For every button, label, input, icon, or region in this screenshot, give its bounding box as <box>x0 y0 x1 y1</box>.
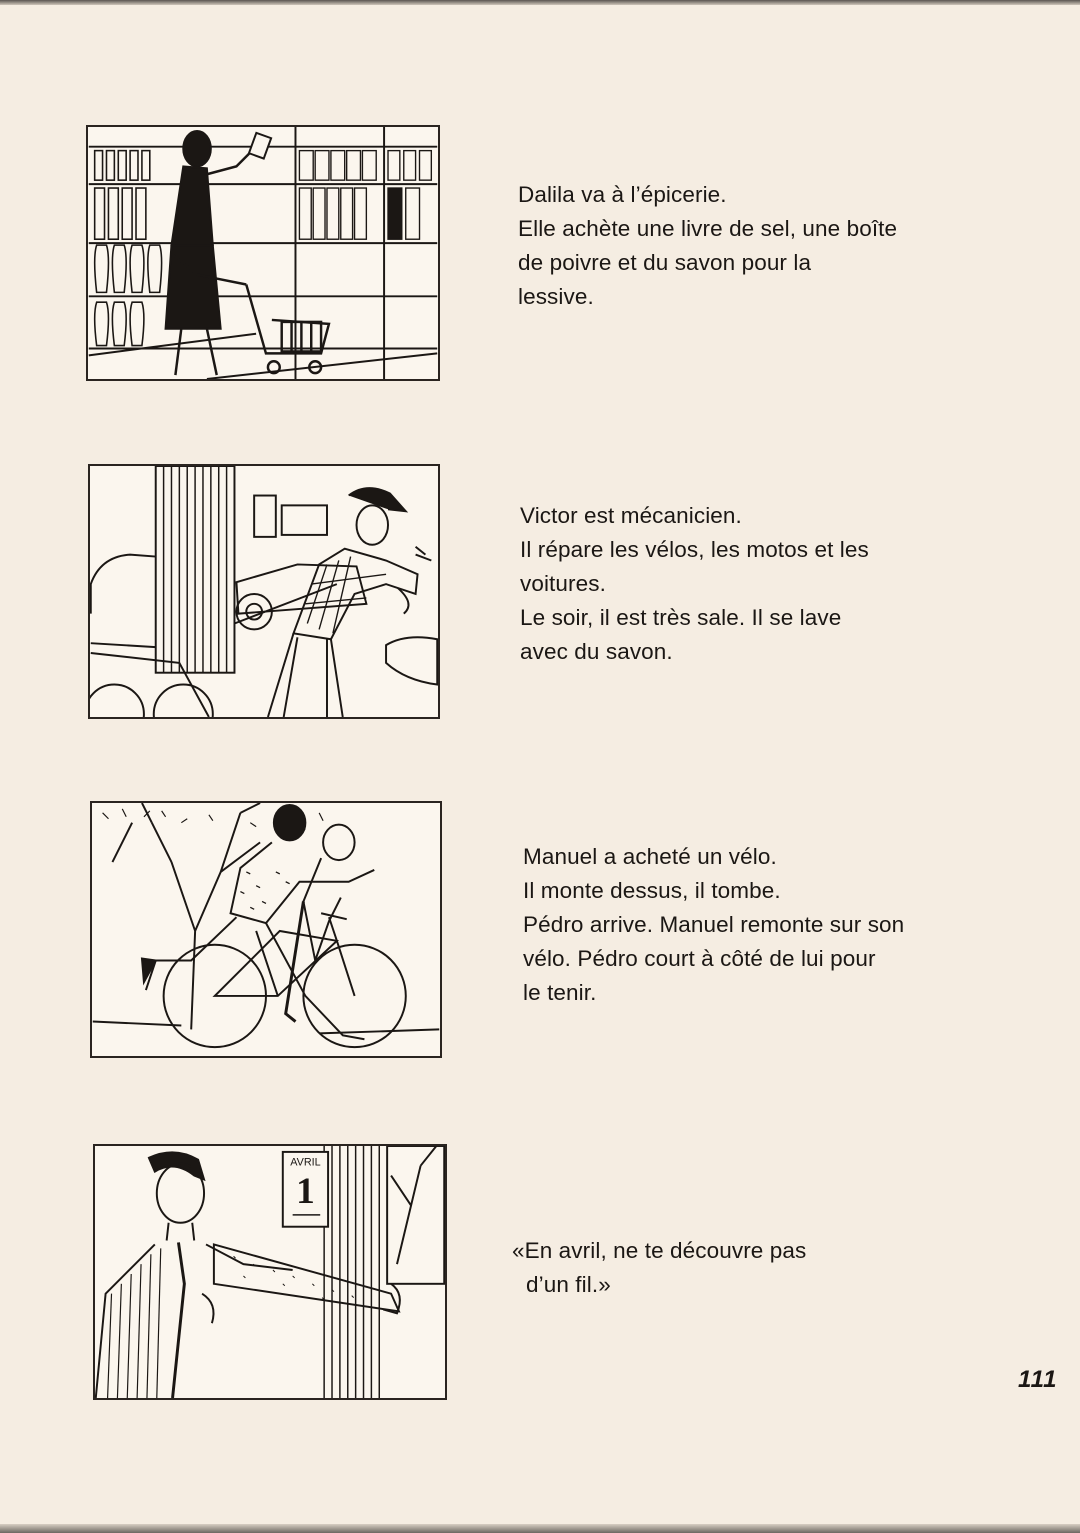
caption-line: vélo. Pédro court à côté de lui pour <box>523 946 876 971</box>
mechanic-drawing <box>90 466 438 717</box>
illustration-grocery-store <box>86 125 440 381</box>
caption-line: lessive. <box>518 284 594 309</box>
caption-line: Elle achète une livre de sel, une boîte <box>518 216 898 241</box>
illustration-april-coat <box>93 1144 447 1400</box>
caption-line: de poivre et du savon pour la <box>518 250 812 275</box>
page-number: 111 <box>1018 1366 1058 1393</box>
page-top-edge <box>0 0 1080 5</box>
caption-line: Victor est mécanicien. <box>520 503 742 528</box>
caption-line: avec du savon. <box>520 639 673 664</box>
grocery-store-drawing <box>88 127 438 379</box>
caption-line: Le soir, il est très sale. Il se lave <box>520 605 842 630</box>
bicycle-drawing <box>92 803 440 1056</box>
illustration-bicycle <box>90 801 442 1058</box>
caption-grocery <box>518 178 897 314</box>
caption-line: Manuel a acheté un vélo. <box>523 844 777 869</box>
illustration-mechanic <box>88 464 440 719</box>
caption-line: Pédro arrive. Manuel remonte sur son <box>523 912 905 937</box>
caption-april <box>512 1234 806 1302</box>
caption-mechanic <box>520 499 869 669</box>
caption-line: le tenir. <box>523 980 597 1005</box>
calendar-month: AVRIL <box>290 1156 321 1169</box>
april-coat-drawing <box>95 1146 445 1398</box>
caption-line: Il répare les vélos, les motos et les <box>520 537 869 562</box>
page-bottom-edge <box>0 1524 1080 1533</box>
caption-line: «En avril, ne te découvre pas <box>512 1238 807 1263</box>
caption-line: d’un fil.» <box>526 1272 611 1297</box>
calendar-day: 1 <box>296 1171 315 1213</box>
caption-bicycle <box>523 840 904 1010</box>
caption-line: Dalila va à l’épicerie. <box>518 182 727 207</box>
caption-line: voitures. <box>520 571 606 596</box>
caption-line: Il monte dessus, il tombe. <box>523 878 781 903</box>
